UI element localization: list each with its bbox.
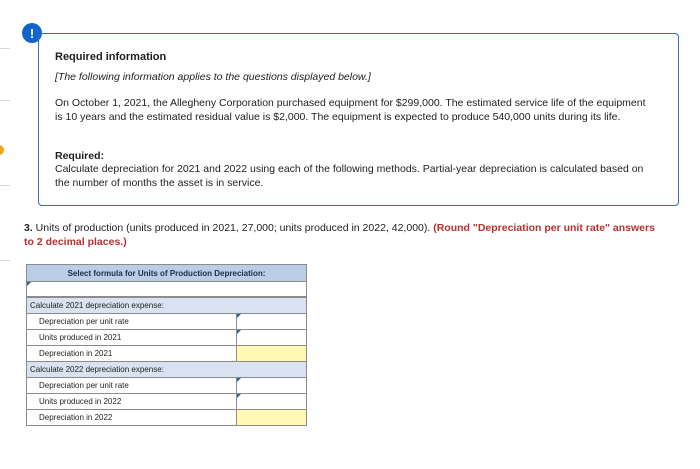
row-label: Units produced in 2022: [27, 394, 237, 410]
input-corner-icon: [27, 282, 31, 286]
row-label: Units produced in 2021: [27, 330, 237, 346]
input-corner-icon: [237, 378, 241, 382]
info-body: On October 1, 2021, the Allegheny Corporation purchased equipment for $299,000. The estimated service life of the equipment is 10 years and the estimated residual value is $2,000. The equipment is expected to produce 540,000 units during its life.: [55, 97, 646, 123]
table-row: [27, 314, 307, 330]
progress-dot-icon: [0, 145, 4, 155]
row-label: Depreciation per unit rate: [27, 314, 237, 330]
table-row: [27, 394, 307, 410]
section-label-2021: Calculate 2021 depreciation expense:: [27, 298, 307, 314]
units-2022-input[interactable]: [237, 394, 307, 410]
rail-divider: [0, 260, 10, 261]
table-row: [27, 410, 307, 426]
rate-2021-input[interactable]: [237, 314, 307, 330]
input-corner-icon: [237, 394, 241, 398]
row-label: Depreciation in 2021: [27, 346, 237, 362]
table-row: [27, 330, 307, 346]
row-label: Depreciation per unit rate: [27, 378, 237, 394]
table-row: [27, 378, 307, 394]
rail-divider: [0, 48, 10, 49]
info-title: Required information: [55, 51, 167, 63]
formula-select[interactable]: [26, 282, 307, 297]
input-corner-icon: [237, 314, 241, 318]
rail-divider: [0, 100, 10, 101]
info-subtitle: [The following information applies to the questions displayed below.]: [55, 71, 371, 83]
question-text: [24, 222, 664, 249]
rail-divider: [0, 185, 10, 186]
section-row-2021: [27, 298, 307, 314]
row-label: Depreciation in 2022: [27, 410, 237, 426]
table-row: [27, 346, 307, 362]
required-body: Calculate depreciation for 2021 and 2022 using each of the following methods. Partial-year depreciation is calculated based on the number of months the asset is in service.: [55, 163, 644, 189]
left-rail: [0, 0, 14, 469]
alert-icon: !: [22, 23, 42, 43]
units-2021-input[interactable]: [237, 330, 307, 346]
depreciation-2021-output: [237, 346, 307, 362]
required-information-box: [38, 33, 679, 206]
depreciation-2022-output: [237, 410, 307, 426]
section-row-2022: [27, 362, 307, 378]
question-body: Units of production (units produced in 2021, 27,000; units produced in 2022, 42,000).: [32, 222, 434, 234]
question-number: 3.: [24, 222, 33, 234]
depreciation-table: [26, 297, 307, 426]
section-label-2022: Calculate 2022 depreciation expense:: [27, 362, 307, 378]
rounding-note: (Round "Depreciation per unit rate" answers to 2 decimal places.): [24, 222, 655, 248]
required-label: Required:: [55, 150, 105, 162]
formula-header: Select formula for Units of Production Depreciation:: [26, 264, 307, 282]
rate-2022-input[interactable]: [237, 378, 307, 394]
input-corner-icon: [237, 330, 241, 334]
